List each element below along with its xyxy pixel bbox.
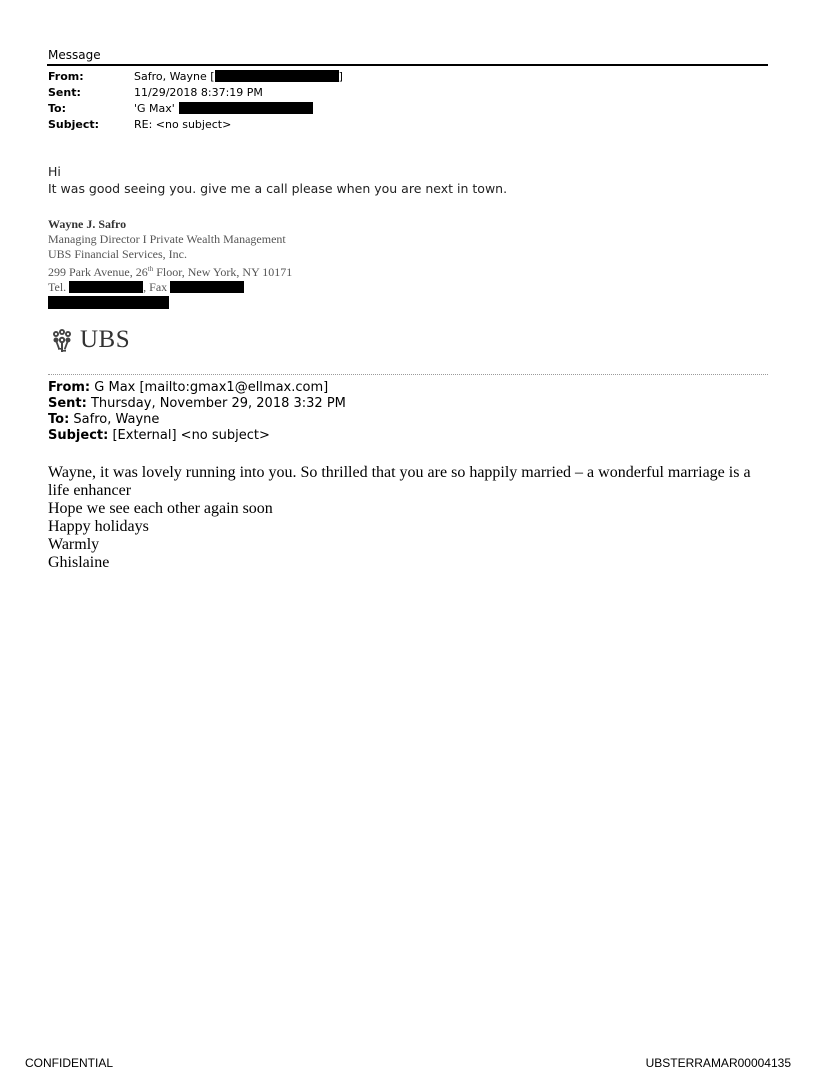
address-text: 299 Park Avenue, 26 [48, 265, 148, 279]
message-label: Message [48, 48, 101, 62]
redaction-block [69, 281, 143, 293]
header-to-value: 'G Max' [134, 102, 175, 115]
header-to-row [48, 101, 313, 117]
header-from-value: Safro, Wayne [ [134, 70, 215, 83]
quoted-to-row [48, 412, 159, 428]
quoted-sent-value: Thursday, November 29, 2018 3:32 PM [86, 396, 346, 411]
header-to-label: To: [48, 102, 66, 115]
reply-text: It was good seeing you. give me a call please when you are next in town. [48, 181, 508, 196]
ubs-wordmark: UBS [80, 326, 131, 353]
quoted-to-value: Safro, Wayne [69, 412, 160, 427]
header-sent-value: 11/29/2018 8:37:19 PM [134, 86, 263, 99]
header-divider [47, 64, 768, 66]
quoted-to-label: To: [48, 412, 70, 427]
quoted-body [48, 464, 768, 572]
quoted-from-label: From: [48, 380, 91, 395]
body-line: Hope we see each other again soon [48, 500, 273, 517]
redaction-block [179, 102, 313, 114]
header-from-row [48, 69, 343, 85]
quoted-from-value: G Max [mailto:gmax1@ellmax.com] [90, 380, 329, 395]
header-sent-row [48, 85, 263, 101]
signature-title: Managing Director I Private Wealth Management [48, 232, 286, 246]
body-line: Wayne, it was lovely running into you. So thrilled that you are so happily married – a wonderful marriage is a life enhancer [48, 464, 751, 499]
quoted-sent-label: Sent: [48, 396, 87, 411]
ubs-keys-icon [48, 326, 76, 354]
address-sup: th [147, 265, 154, 273]
body-line: Warmly [48, 536, 100, 553]
redaction-block [215, 70, 339, 82]
quoted-message-divider [48, 374, 768, 375]
body-line: Ghislaine [48, 554, 110, 571]
quoted-from-row [48, 380, 328, 396]
redaction-block [170, 281, 244, 293]
redaction-block [48, 296, 169, 309]
ubs-logo [48, 326, 130, 354]
footer-confidential: CONFIDENTIAL [25, 1056, 114, 1070]
address-text-end: Floor, New York, NY 10171 [153, 265, 293, 279]
signature-email [48, 296, 292, 311]
tel-label: Tel. [48, 280, 70, 294]
signature-company: UBS Financial Services, Inc. [48, 247, 187, 261]
header-from-close: ] [338, 70, 343, 83]
header-sent-label: Sent: [48, 86, 81, 99]
body-line: Happy holidays [48, 518, 149, 535]
header-subject-row [48, 117, 231, 133]
signature-phone [48, 280, 292, 295]
quoted-subject-value: [External] <no subject> [108, 428, 270, 443]
footer-bates-number: UBSTERRAMAR00004135 [645, 1056, 791, 1070]
fax-label: , Fax [143, 280, 171, 294]
header-subject-value: RE: <no subject> [134, 118, 232, 131]
quoted-subject-label: Subject: [48, 428, 109, 443]
quoted-subject-row [48, 428, 270, 444]
signature-address [48, 262, 292, 280]
signature-name: Wayne J. Safro [48, 217, 127, 231]
header-subject-label: Subject: [48, 118, 100, 131]
signature-block [48, 217, 292, 311]
quoted-sent-row [48, 396, 346, 412]
greeting-text: Hi [48, 164, 61, 179]
header-from-label: From: [48, 70, 84, 83]
